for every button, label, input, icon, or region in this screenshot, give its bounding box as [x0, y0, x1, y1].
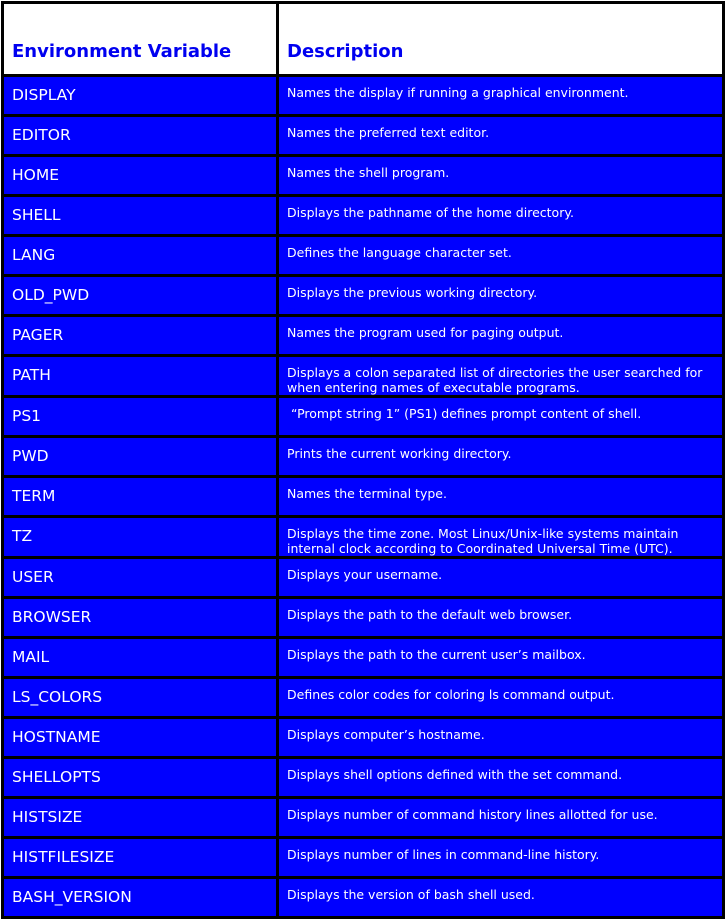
variable-description: Names the shell program.: [278, 156, 724, 196]
table-row: [3, 558, 724, 598]
variable-description: Defines color codes for coloring ls command output.: [278, 678, 724, 718]
header-variable: Environment Variable: [3, 3, 278, 76]
header-description: Description: [278, 3, 724, 76]
variable-name: USER: [3, 558, 278, 598]
table-row: [3, 437, 724, 477]
table-row: [3, 638, 724, 678]
variable-description: Displays the pathname of the home directory.: [278, 196, 724, 236]
variable-description: Displays the path to the current user’s mailbox.: [278, 638, 724, 678]
table-row: [3, 718, 724, 758]
variable-description: Displays your username.: [278, 558, 724, 598]
variable-name: LANG: [3, 236, 278, 276]
variable-description: Displays a colon separated list of directories the user searched for when entering names of executable programs.: [278, 356, 724, 397]
table-row: [3, 196, 724, 236]
table-header-row: [3, 3, 724, 76]
variable-name: HOSTNAME: [3, 718, 278, 758]
table-row: [3, 678, 724, 718]
table-row: [3, 156, 724, 196]
table-body: [3, 76, 724, 918]
table-row: [3, 276, 724, 316]
table-row: [3, 397, 724, 437]
variable-description: Displays the path to the default web browser.: [278, 598, 724, 638]
variable-name: HISTSIZE: [3, 798, 278, 838]
table-row: [3, 236, 724, 276]
table-row: [3, 477, 724, 517]
variable-description: Names the program used for paging output.: [278, 316, 724, 356]
variable-name: SHELL: [3, 196, 278, 236]
variable-description: Defines the language character set.: [278, 236, 724, 276]
variable-name: PATH: [3, 356, 278, 397]
variable-description: Displays computer’s hostname.: [278, 718, 724, 758]
variable-name: EDITOR: [3, 116, 278, 156]
variable-description: Displays number of command history lines allotted for use.: [278, 798, 724, 838]
variable-description: Displays the version of bash shell used.: [278, 878, 724, 918]
variable-description: Names the display if running a graphical environment.: [278, 76, 724, 116]
variable-name: BASH_VERSION: [3, 878, 278, 918]
variable-description: Displays the time zone. Most Linux/Unix-like systems maintain internal clock according to Coordinated Universal Time (UTC).: [278, 517, 724, 558]
variable-description: Displays number of lines in command-line history.: [278, 838, 724, 878]
variable-name: TZ: [3, 517, 278, 558]
variable-description: Displays shell options defined with the set command.: [278, 758, 724, 798]
table-row: [3, 76, 724, 116]
variable-description: Names the terminal type.: [278, 477, 724, 517]
variable-description: Prints the current working directory.: [278, 437, 724, 477]
table-row: [3, 517, 724, 558]
variable-name: BROWSER: [3, 598, 278, 638]
variable-name: LS_COLORS: [3, 678, 278, 718]
variable-description: Names the preferred text editor.: [278, 116, 724, 156]
variable-name: HISTFILESIZE: [3, 838, 278, 878]
table-row: [3, 838, 724, 878]
variable-description: Displays the previous working directory.: [278, 276, 724, 316]
table-row: [3, 598, 724, 638]
variable-name: MAIL: [3, 638, 278, 678]
variable-name: PS1: [3, 397, 278, 437]
table-row: [3, 116, 724, 156]
variable-name: PAGER: [3, 316, 278, 356]
env-variable-table: [1, 1, 725, 919]
variable-description: “Prompt string 1” (PS1) defines prompt content of shell.: [278, 397, 724, 437]
variable-name: TERM: [3, 477, 278, 517]
table-row: [3, 758, 724, 798]
variable-name: OLD_PWD: [3, 276, 278, 316]
variable-name: SHELLOPTS: [3, 758, 278, 798]
table-row: [3, 798, 724, 838]
variable-name: DISPLAY: [3, 76, 278, 116]
variable-name: PWD: [3, 437, 278, 477]
variable-name: HOME: [3, 156, 278, 196]
table-row: [3, 316, 724, 356]
table-row: [3, 356, 724, 397]
